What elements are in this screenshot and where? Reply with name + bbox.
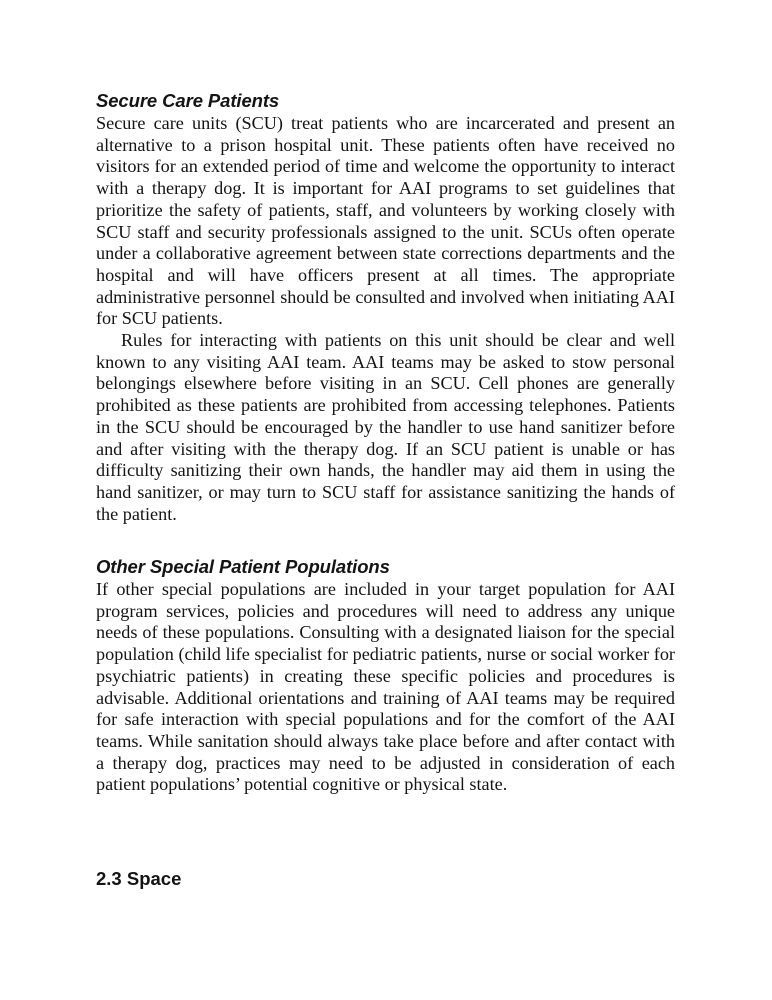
section-2-3-heading: 2.3 Space [96,868,182,889]
secure-care-heading: Secure Care Patients [96,90,280,111]
secure-care-section [96,90,675,525]
secure-care-paragraph-1: Secure care units (SCU) treat patients who are incarcerated and present an alternative to a prison hospital unit. These patients often have received no visitors for an extended period of time and welcome the opportunity to interact with a therapy dog. It is important for AAI programs to set guidelines that prioritize the safety of patients, staff, and volunteers by working closely with SCU staff and security professionals assigned to the unit. SCUs often operate under a collaborative agreement between state corrections departments and the hospital and will have officers present at all times. The appropriate administrative personnel should be consulted and involved when initiating AAI for SCU patients. [96,113,675,329]
other-populations-section [96,556,675,796]
space-section [96,868,675,890]
other-populations-paragraph: If other special populations are included in your target population for AAI program services, policies and procedures will need to address any unique needs of these populations. Consulting with a designated liaison for the special population (child life specialist for pediatric patients, nurse or social worker for psychiatric patients) in creating these specific policies and procedures is advisable. Additional orientations and training of AAI teams may be required for safe interaction with special populations and for the comfort of the AAI teams. While sanitation should always take place before and after contact with a therapy dog, practices may need to be adjusted in consideration of each patient populations’ potential cognitive or physical state. [96,579,675,795]
secure-care-paragraph-2: Rules for interacting with patients on this unit should be clear and well known to any visiting AAI team. AAI teams may be asked to stow personal belongings elsewhere before visiting in an SCU. Cell phones are generally prohibited as these patients are prohibited from accessing telephones. Patients in the SCU should be encouraged by the handler to use hand sanitizer before and after visiting with the therapy dog. If an SCU patient is unable or has difficulty sanitizing their own hands, the handler may aid them in using the hand sanitizer, or may turn to SCU staff for assistance sanitizing the hands of the patient. [96,330,675,524]
other-populations-heading: Other Special Patient Populations [96,556,390,577]
